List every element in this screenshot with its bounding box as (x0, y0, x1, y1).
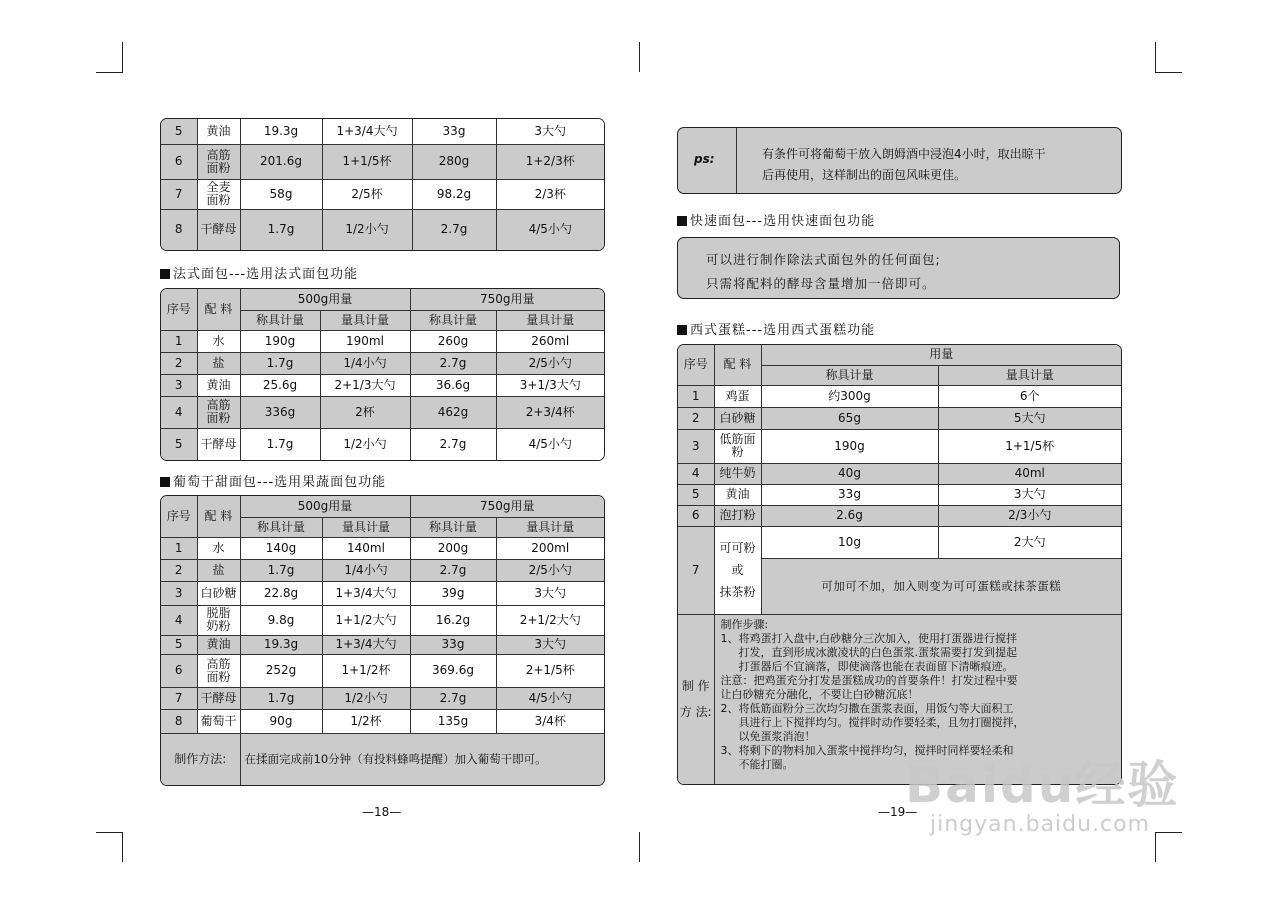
ingredient: 干酵母 (197, 687, 240, 709)
row-number: 6 (161, 654, 197, 687)
row-number: 8 (161, 709, 197, 733)
ingredient: 脱脂奶粉 (197, 605, 240, 635)
measure-750: 2/5小勺 (496, 352, 604, 374)
crop-mark (639, 832, 640, 862)
row-number: 7 (161, 687, 197, 709)
square-bullet-icon (677, 325, 687, 335)
measure-750: 3大勺 (496, 119, 604, 144)
weight-500: 252g (240, 654, 322, 687)
weight: 65g (761, 407, 938, 429)
ingredient: 低筋面粉 (714, 429, 761, 463)
ingredient: 高筋面粉 (197, 654, 240, 687)
weight-750: 2.7g (410, 428, 496, 460)
table-header-row (161, 496, 604, 517)
table-row (161, 428, 604, 460)
weight-500: 19.3g (240, 119, 322, 144)
table-row (161, 654, 604, 687)
measure: 40ml (938, 463, 1121, 484)
ingredient: 葡萄干 (197, 709, 240, 733)
measure: 2大勺 (938, 526, 1121, 558)
header-weigh: 称具计量 (410, 517, 496, 537)
row-number: 4 (678, 463, 714, 484)
section-title-quick: 快速面包---选用快速面包功能 (677, 210, 875, 229)
weight: 10g (761, 526, 938, 558)
table-row (678, 484, 1121, 505)
table-header-row (678, 345, 1121, 365)
step-line: 3、将剩下的物料加入蛋浆中搅拌均匀，搅拌时同样要轻柔和 (720, 743, 1014, 757)
french-bread-table (160, 288, 605, 461)
measure-750: 3+1/3大勺 (496, 374, 604, 396)
ingredient: 黄油 (197, 119, 240, 144)
square-bullet-icon (160, 269, 170, 279)
weight-500: 25.6g (240, 374, 320, 396)
ingredient-cocoa: 可可粉 (719, 541, 756, 555)
weight-500: 190g (240, 330, 320, 352)
ingredient: 白砂糖 (714, 407, 761, 429)
ingredient-matcha: 抹茶粉 (719, 585, 756, 599)
weight-750: 200g (410, 537, 496, 559)
weight-750: 2.7g (412, 209, 496, 250)
weight-750: 280g (412, 144, 496, 179)
weight: 190g (761, 429, 938, 463)
optional-note: 可加可不加，加入则变为可可蛋糕或抹茶蛋糕 (761, 558, 1121, 614)
table-row (161, 209, 604, 250)
measure-750: 200ml (496, 537, 604, 559)
header-ingredient: 配 料 (197, 289, 240, 330)
header-measure: 量具计量 (322, 517, 410, 537)
page-number: —18— (362, 805, 402, 819)
measure-500: 1/4小勺 (322, 559, 410, 581)
row-number: 7 (678, 526, 714, 614)
row-number: 4 (161, 396, 197, 428)
weight-500: 1.7g (240, 352, 320, 374)
weight-500: 1.7g (240, 559, 322, 581)
ps-line-1: 有条件可将葡萄干放入朗姆酒中浸泡4小时，取出晾干 (762, 147, 1046, 161)
header-weigh: 称具计量 (240, 517, 322, 537)
row-number: 3 (161, 581, 197, 605)
step-line: 打蛋器后不宜滴落，即使滴落也能在表面留下清晰痕迹。 (738, 659, 1014, 673)
method-row (161, 733, 604, 785)
table-row (161, 352, 604, 374)
measure-500: 2+1/3大勺 (320, 374, 410, 396)
measure: 2/3小勺 (938, 505, 1121, 526)
measure-750: 4/5小勺 (496, 687, 604, 709)
step-line: 注意：把鸡蛋充分打发是蛋糕成功的首要条件！打发过程中要 (720, 673, 1018, 687)
weight: 2.6g (761, 505, 938, 526)
table-row (161, 581, 604, 605)
crop-mark (1155, 832, 1182, 833)
measure-750: 2+1/5杯 (496, 654, 604, 687)
measure-500: 140ml (322, 537, 410, 559)
weight-500: 1.7g (240, 209, 322, 250)
row-number: 4 (161, 605, 197, 635)
watermark-url: jingyan.baidu.com (930, 812, 1151, 837)
measure: 1+1/5杯 (938, 429, 1121, 463)
measure: 3大勺 (938, 484, 1121, 505)
ingredient: 盐 (197, 559, 240, 581)
table-row (161, 635, 604, 654)
measure-750: 2/3杯 (496, 179, 604, 209)
header-500g: 500g用量 (240, 496, 410, 517)
weight-500: 58g (240, 179, 322, 209)
weight-500: 140g (240, 537, 322, 559)
crop-mark (1155, 72, 1182, 73)
row-number: 5 (161, 428, 197, 460)
ingredient: 泡打粉 (714, 505, 761, 526)
measure-750: 2/5小勺 (496, 559, 604, 581)
table-row (161, 559, 604, 581)
quick-line-1: 可以进行制作除法式面包外的任何面包; (706, 252, 941, 267)
ingredient: 纯牛奶 (714, 463, 761, 484)
table-row (678, 505, 1121, 526)
header-weigh: 称具计量 (240, 310, 320, 330)
ingredient: 高筋面粉 (197, 396, 240, 428)
weight-750: 33g (412, 119, 496, 144)
ps-line-2: 后再使用，这样制出的面包风味更佳。 (762, 168, 967, 182)
measure: 6个 (938, 385, 1121, 407)
weight-750: 135g (410, 709, 496, 733)
weight-500: 336g (240, 396, 320, 428)
header-weigh: 称具计量 (761, 365, 938, 385)
ingredient: 黄油 (197, 374, 240, 396)
header-weigh: 称具计量 (410, 310, 496, 330)
ingredient: 白砂糖 (197, 581, 240, 605)
measure-500: 2杯 (320, 396, 410, 428)
measure: 5大勺 (938, 407, 1121, 429)
section-title-french: 法式面包---选用法式面包功能 (160, 263, 358, 282)
step-line: 不能打圈。 (738, 757, 794, 771)
table-row (161, 119, 604, 144)
table-header-row (161, 289, 604, 310)
ingredient: 黄油 (197, 635, 240, 654)
weight-500: 1.7g (240, 687, 322, 709)
measure-500: 1+1/5杯 (322, 144, 412, 179)
weight-750: 462g (410, 396, 496, 428)
raisin-bread-table (160, 495, 605, 786)
table-row (161, 144, 604, 179)
row-number: 3 (678, 429, 714, 463)
weight: 约300g (761, 385, 938, 407)
ingredient: 鸡蛋 (714, 385, 761, 407)
header-750g: 750g用量 (410, 289, 604, 310)
measure-500: 1+3/4大勺 (322, 119, 412, 144)
square-bullet-icon (677, 216, 687, 226)
measure-750: 1+2/3杯 (496, 144, 604, 179)
crop-mark (639, 42, 640, 72)
header-ingredient: 配 料 (714, 345, 761, 385)
weight-750: 2.7g (410, 559, 496, 581)
row-number: 2 (161, 559, 197, 581)
row-number: 6 (161, 144, 197, 179)
ingredient: 水 (197, 330, 240, 352)
weight-750: 36.6g (410, 374, 496, 396)
table-row (678, 385, 1121, 407)
row-number: 3 (161, 374, 197, 396)
header-no: 序号 (161, 289, 197, 330)
weight-750: 39g (410, 581, 496, 605)
row-number: 7 (161, 179, 197, 209)
measure-500: 1+3/4大勺 (322, 635, 410, 654)
ps-note (677, 127, 1122, 194)
table-row (161, 687, 604, 709)
row-number: 5 (161, 635, 197, 654)
weight-500: 201.6g (240, 144, 322, 179)
measure-500: 1+1/2大勺 (322, 605, 410, 635)
measure-500: 190ml (320, 330, 410, 352)
crop-mark (96, 832, 123, 833)
measure-750: 260ml (496, 330, 604, 352)
weight-500: 1.7g (240, 428, 320, 460)
ingredient-or: 或 (731, 563, 744, 577)
row-number: 8 (161, 209, 197, 250)
row-number: 1 (161, 330, 197, 352)
steps-title: 制作步骤: (720, 617, 769, 631)
row-number: 2 (161, 352, 197, 374)
measure-500: 2/5杯 (322, 179, 412, 209)
watermark-brand: Baidu经验 (905, 756, 1180, 814)
measure-750: 4/5小勺 (496, 428, 604, 460)
table-row (161, 537, 604, 559)
measure-500: 1+3/4大勺 (322, 581, 410, 605)
measure-750: 2+1/2大勺 (496, 605, 604, 635)
bread-table-continued (160, 118, 605, 251)
measure-500: 1+1/2杯 (322, 654, 410, 687)
measure-750: 2+3/4杯 (496, 396, 604, 428)
weight-750: 16.2g (410, 605, 496, 635)
header-measure: 量具计量 (496, 517, 604, 537)
weight-500: 22.8g (240, 581, 322, 605)
header-no: 序号 (161, 496, 197, 537)
cake-table (677, 344, 1122, 785)
ingredient: 干酵母 (197, 428, 240, 460)
weight-750: 2.7g (410, 352, 496, 374)
weight-750: 98.2g (412, 179, 496, 209)
header-750g: 750g用量 (410, 496, 604, 517)
table-row (161, 330, 604, 352)
square-bullet-icon (160, 477, 170, 487)
quick-bread-note (677, 237, 1120, 299)
weight-750: 369.6g (410, 654, 496, 687)
ingredient: 水 (197, 537, 240, 559)
ingredient: 高筋面粉 (197, 144, 240, 179)
table-row (161, 179, 604, 209)
table-row (161, 396, 604, 428)
measure-500: 1/2小勺 (322, 687, 410, 709)
table-row (678, 463, 1121, 484)
measure-750: 3/4杯 (496, 709, 604, 733)
method-text: 在揉面完成前10分钟（有投料蜂鸣提醒）加入葡萄干即可。 (240, 733, 604, 785)
header-measure: 量具计量 (938, 365, 1121, 385)
ps-label: ps: (694, 152, 715, 166)
measure-750: 3大勺 (496, 635, 604, 654)
weight-500: 19.3g (240, 635, 322, 654)
page-number: —19— (878, 805, 918, 819)
table-row (161, 605, 604, 635)
measure-500: 1/2杯 (322, 709, 410, 733)
table-row (161, 709, 604, 733)
table-row (678, 526, 1121, 558)
measure-500: 1/2小勺 (320, 428, 410, 460)
ingredient: 黄油 (714, 484, 761, 505)
step-line: 2、将低筋面粉分三次均匀撒在蛋浆表面，用饭勺等大面积工 (720, 701, 1014, 715)
weight-750: 260g (410, 330, 496, 352)
step-line: 打发，直到形成冰激凌状的白色蛋浆.蛋浆需要打发到提起 (738, 645, 1017, 659)
row-number: 2 (678, 407, 714, 429)
weight: 40g (761, 463, 938, 484)
header-ingredient: 配 料 (197, 496, 240, 537)
quick-line-2: 只需将配料的酵母含量增加一倍即可。 (706, 276, 936, 291)
step-line: 让白砂糖充分融化，不要让白砂糖沉底！ (720, 687, 919, 701)
table-row (678, 407, 1121, 429)
weight: 33g (761, 484, 938, 505)
crop-mark (122, 832, 123, 862)
section-title-cake: 西式蛋糕---选用西式蛋糕功能 (677, 319, 875, 338)
header-500g: 500g用量 (240, 289, 410, 310)
step-line: 具进行上下搅拌均匀。搅拌时动作要轻柔，且勿打圈搅拌， (738, 715, 1025, 729)
method-label: 制 作 方 法: (678, 614, 714, 784)
table-row (678, 429, 1121, 463)
ingredient-cocoa-or-matcha (714, 526, 761, 614)
step-line: 以免蛋浆消泡！ (738, 729, 816, 743)
table-row (161, 374, 604, 396)
divider (736, 128, 737, 193)
row-number: 5 (678, 484, 714, 505)
ingredient: 盐 (197, 352, 240, 374)
measure-750: 3大勺 (496, 581, 604, 605)
weight-750: 33g (410, 635, 496, 654)
measure-500: 1/2小勺 (322, 209, 412, 250)
measure-750: 4/5小勺 (496, 209, 604, 250)
crop-mark (1155, 42, 1156, 72)
ingredient: 全麦面粉 (197, 179, 240, 209)
header-measure: 量具计量 (320, 310, 410, 330)
ingredient: 干酵母 (197, 209, 240, 250)
weight-500: 9.8g (240, 605, 322, 635)
crop-mark (96, 72, 123, 73)
method-label: 制作方法: (161, 733, 240, 785)
weight-500: 90g (240, 709, 322, 733)
header-no: 序号 (678, 345, 714, 385)
crop-mark (1155, 832, 1156, 862)
section-title-raisin: 葡萄干甜面包---选用果蔬面包功能 (160, 471, 386, 490)
row-number: 6 (678, 505, 714, 526)
step-line: 1、将鸡蛋打入盘中,白砂糖分三次加入，使用打蛋器进行搅拌 (720, 631, 1017, 645)
crop-mark (122, 42, 123, 72)
header-measure: 量具计量 (496, 310, 604, 330)
row-number: 1 (161, 537, 197, 559)
measure-500: 1/4小勺 (320, 352, 410, 374)
row-number: 1 (678, 385, 714, 407)
row-number: 5 (161, 119, 197, 144)
weight-750: 2.7g (410, 687, 496, 709)
header-usage: 用量 (761, 345, 1121, 365)
